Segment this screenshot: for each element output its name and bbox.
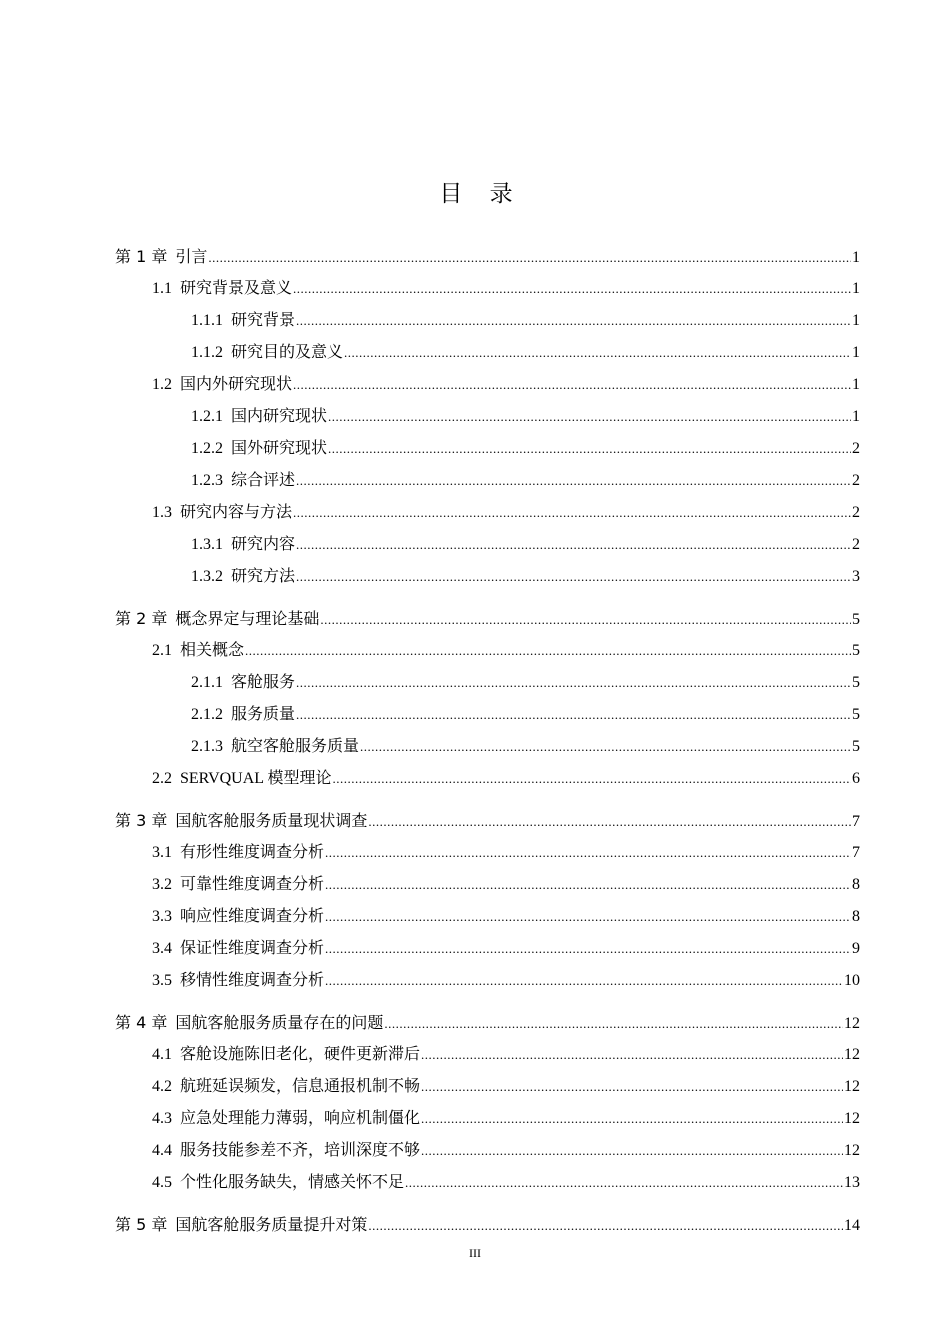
toc-entry[interactable] — [115, 337, 860, 369]
toc-dot-leader — [293, 497, 851, 529]
toc-entry[interactable] — [115, 763, 860, 795]
toc-entry-title: 综合评述 — [231, 472, 296, 489]
toc-entry-number: 1.1.1 — [191, 312, 223, 329]
toc-entry-page: 2 — [852, 536, 860, 553]
toc-entry-number: 1.2.2 — [191, 440, 223, 457]
toc-dot-leader — [328, 401, 851, 433]
toc-dot-leader — [245, 635, 851, 667]
toc-entry-title: 研究背景及意义 — [180, 280, 293, 297]
toc-entry-title: 移情性维度调查分析 — [180, 972, 325, 989]
toc-dot-leader — [296, 699, 851, 731]
toc-entry-number: 1.2.1 — [191, 408, 223, 425]
toc-entry-page: 8 — [852, 876, 860, 893]
toc-entry-title: 国航客舱服务质量提升对策 — [175, 1215, 368, 1234]
toc-dot-leader — [320, 604, 851, 636]
toc-entry-page: 8 — [852, 908, 860, 925]
toc-entry[interactable] — [115, 465, 860, 497]
toc-entry-page: 12 — [844, 1078, 860, 1095]
toc-dot-leader — [296, 305, 851, 337]
toc-entry[interactable] — [115, 667, 860, 699]
toc-dot-leader — [325, 837, 851, 869]
toc-dot-leader — [328, 433, 851, 465]
toc-entry[interactable] — [115, 1209, 860, 1241]
toc-entry-number: 1.3.1 — [191, 536, 223, 553]
toc-entry-title: 相关概念 — [180, 642, 245, 659]
toc-entry-title: 国航客舱服务质量现状调查 — [175, 811, 368, 830]
toc-entry-page: 12 — [844, 1015, 860, 1032]
toc-entry-title: 可靠性维度调查分析 — [180, 876, 325, 893]
toc-entry-page: 5 — [852, 642, 860, 659]
toc-entry-page: 9 — [852, 940, 860, 957]
toc-entry-number: 1.2.3 — [191, 472, 223, 489]
toc-entry[interactable] — [115, 699, 860, 731]
toc-entry[interactable] — [115, 433, 860, 465]
toc-entry-number: 第 5 章 — [115, 1215, 168, 1234]
toc-entry[interactable] — [115, 1007, 860, 1039]
toc-entry-title: 研究目的及意义 — [231, 344, 344, 361]
toc-entry[interactable] — [115, 1071, 860, 1103]
toc-entry-page: 1 — [852, 312, 860, 329]
toc-entry[interactable] — [115, 401, 860, 433]
toc-entry[interactable] — [115, 529, 860, 561]
toc-entry-number: 3.1 — [152, 844, 172, 861]
toc-entry-title: 应急处理能力薄弱，响应机制僵化 — [180, 1110, 421, 1127]
toc-entry-number: 3.5 — [152, 972, 172, 989]
toc-dot-leader — [293, 273, 851, 305]
toc-entry-title: 国外研究现状 — [231, 440, 328, 457]
toc-entry-page: 1 — [852, 249, 860, 266]
toc-entry-page: 2 — [852, 504, 860, 521]
toc-dot-leader — [421, 1135, 843, 1167]
toc-dot-leader — [296, 465, 851, 497]
toc-entry-page: 12 — [844, 1110, 860, 1127]
toc-entry-number: 第 4 章 — [115, 1013, 168, 1032]
toc-entry-title: 国内外研究现状 — [180, 376, 293, 393]
toc-entry-title: 客舱服务 — [231, 674, 296, 691]
toc-entry-page: 12 — [844, 1142, 860, 1159]
toc-dot-leader — [325, 965, 843, 997]
toc-entry-number: 3.4 — [152, 940, 172, 957]
toc-entry[interactable] — [115, 1103, 860, 1135]
toc-dot-leader — [368, 1210, 843, 1242]
toc-entry[interactable] — [115, 1135, 860, 1167]
toc-entry-title: 服务质量 — [231, 706, 296, 723]
toc-entry[interactable] — [115, 497, 860, 529]
toc-dot-leader — [344, 337, 851, 369]
toc-entry-number: 4.5 — [152, 1174, 172, 1191]
toc-entry[interactable] — [115, 369, 860, 401]
toc-entry[interactable] — [115, 1167, 860, 1199]
toc-entry-page: 14 — [844, 1217, 860, 1234]
toc-dot-leader — [296, 529, 851, 561]
toc-entry-page: 2 — [852, 440, 860, 457]
toc-entry-title: SERVQUAL 模型理论 — [180, 770, 332, 787]
toc-entry-page: 3 — [852, 568, 860, 585]
toc-entry-page: 1 — [852, 344, 860, 361]
toc-title: 目 录 — [439, 181, 523, 207]
toc-entry-title: 响应性维度调查分析 — [180, 908, 325, 925]
toc-entry-title: 国内研究现状 — [231, 408, 328, 425]
toc-entry-number: 1.1 — [152, 280, 172, 297]
toc-entry-page: 5 — [852, 674, 860, 691]
toc-entry[interactable] — [115, 1039, 860, 1071]
toc-entry-title: 有形性维度调查分析 — [180, 844, 325, 861]
toc-entry-page: 2 — [852, 472, 860, 489]
toc-entry-page: 13 — [844, 1174, 860, 1191]
toc-entry-title: 研究内容 — [231, 536, 296, 553]
toc-entry[interactable] — [115, 965, 860, 997]
toc-entry-number: 第 1 章 — [115, 247, 168, 266]
toc-entry[interactable] — [115, 731, 860, 763]
toc-entry-page: 5 — [852, 611, 860, 628]
toc-entry-page: 5 — [852, 738, 860, 755]
toc-entry-number: 4.3 — [152, 1110, 172, 1127]
toc-entry-title: 国航客舱服务质量存在的问题 — [175, 1013, 384, 1032]
toc-entry-number: 1.3 — [152, 504, 172, 521]
toc-entry-title: 个性化服务缺失，情感关怀不足 — [180, 1174, 405, 1191]
toc-entry-title: 研究内容与方法 — [180, 504, 293, 521]
toc-dot-leader — [405, 1167, 843, 1199]
toc-entry-page: 1 — [852, 280, 860, 297]
toc-entry-title: 研究背景 — [231, 312, 296, 329]
toc-dot-leader — [296, 561, 851, 593]
page-footer-number: III — [469, 1246, 481, 1260]
toc-dot-leader — [384, 1008, 843, 1040]
toc-entry[interactable] — [115, 837, 860, 869]
toc-entry-number: 1.3.2 — [191, 568, 223, 585]
toc-entry-number: 4.1 — [152, 1046, 172, 1063]
toc-entry[interactable] — [115, 805, 860, 837]
toc-entry[interactable] — [115, 869, 860, 901]
toc-entry-number: 2.1.1 — [191, 674, 223, 691]
toc-entry[interactable] — [115, 603, 860, 635]
toc-dot-leader — [208, 242, 851, 274]
toc-dot-leader — [325, 869, 851, 901]
toc-entry-page: 7 — [852, 813, 860, 830]
toc-entry-page: 1 — [852, 408, 860, 425]
toc-entry-title: 客舱设施陈旧老化，硬件更新滞后 — [180, 1046, 421, 1063]
toc-entry-page: 1 — [852, 376, 860, 393]
toc-entry-title: 引言 — [175, 247, 208, 266]
toc-dot-leader — [293, 369, 851, 401]
toc-entry-page: 10 — [844, 972, 860, 989]
toc-entry[interactable] — [115, 933, 860, 965]
toc-entry-number: 第 3 章 — [115, 811, 168, 830]
table-of-contents — [115, 241, 860, 1241]
toc-dot-leader — [296, 667, 851, 699]
toc-entry-page: 6 — [852, 770, 860, 787]
toc-entry-number: 1.2 — [152, 376, 172, 393]
toc-entry-number: 4.2 — [152, 1078, 172, 1095]
toc-entry-number: 3.2 — [152, 876, 172, 893]
toc-entry-number: 2.1 — [152, 642, 172, 659]
toc-entry-title: 服务技能参差不齐，培训深度不够 — [180, 1142, 421, 1159]
toc-entry[interactable] — [115, 273, 860, 305]
toc-entry-page: 5 — [852, 706, 860, 723]
toc-entry-number: 2.1.3 — [191, 738, 223, 755]
toc-entry-title: 保证性维度调查分析 — [180, 940, 325, 957]
toc-entry-number: 2.2 — [152, 770, 172, 787]
toc-entry-number: 4.4 — [152, 1142, 172, 1159]
toc-entry-number: 3.3 — [152, 908, 172, 925]
toc-dot-leader — [421, 1039, 843, 1071]
toc-dot-leader — [421, 1103, 843, 1135]
toc-dot-leader — [332, 763, 851, 795]
toc-entry-title: 航空客舱服务质量 — [231, 738, 360, 755]
toc-entry-number: 2.1.2 — [191, 706, 223, 723]
toc-dot-leader — [360, 731, 851, 763]
toc-entry-number: 1.1.2 — [191, 344, 223, 361]
toc-entry-title: 航班延误频发，信息通报机制不畅 — [180, 1078, 421, 1095]
toc-dot-leader — [421, 1071, 843, 1103]
toc-entry[interactable] — [115, 635, 860, 667]
toc-entry[interactable] — [115, 901, 860, 933]
toc-entry[interactable] — [115, 561, 860, 593]
toc-entry-page: 12 — [844, 1046, 860, 1063]
toc-entry-number: 第 2 章 — [115, 609, 168, 628]
toc-entry-title: 研究方法 — [231, 568, 296, 585]
toc-entry-page: 7 — [852, 844, 860, 861]
toc-dot-leader — [325, 901, 851, 933]
toc-entry[interactable] — [115, 241, 860, 273]
toc-dot-leader — [368, 806, 851, 838]
toc-entry-title: 概念界定与理论基础 — [175, 609, 320, 628]
toc-dot-leader — [325, 933, 851, 965]
toc-entry[interactable] — [115, 305, 860, 337]
